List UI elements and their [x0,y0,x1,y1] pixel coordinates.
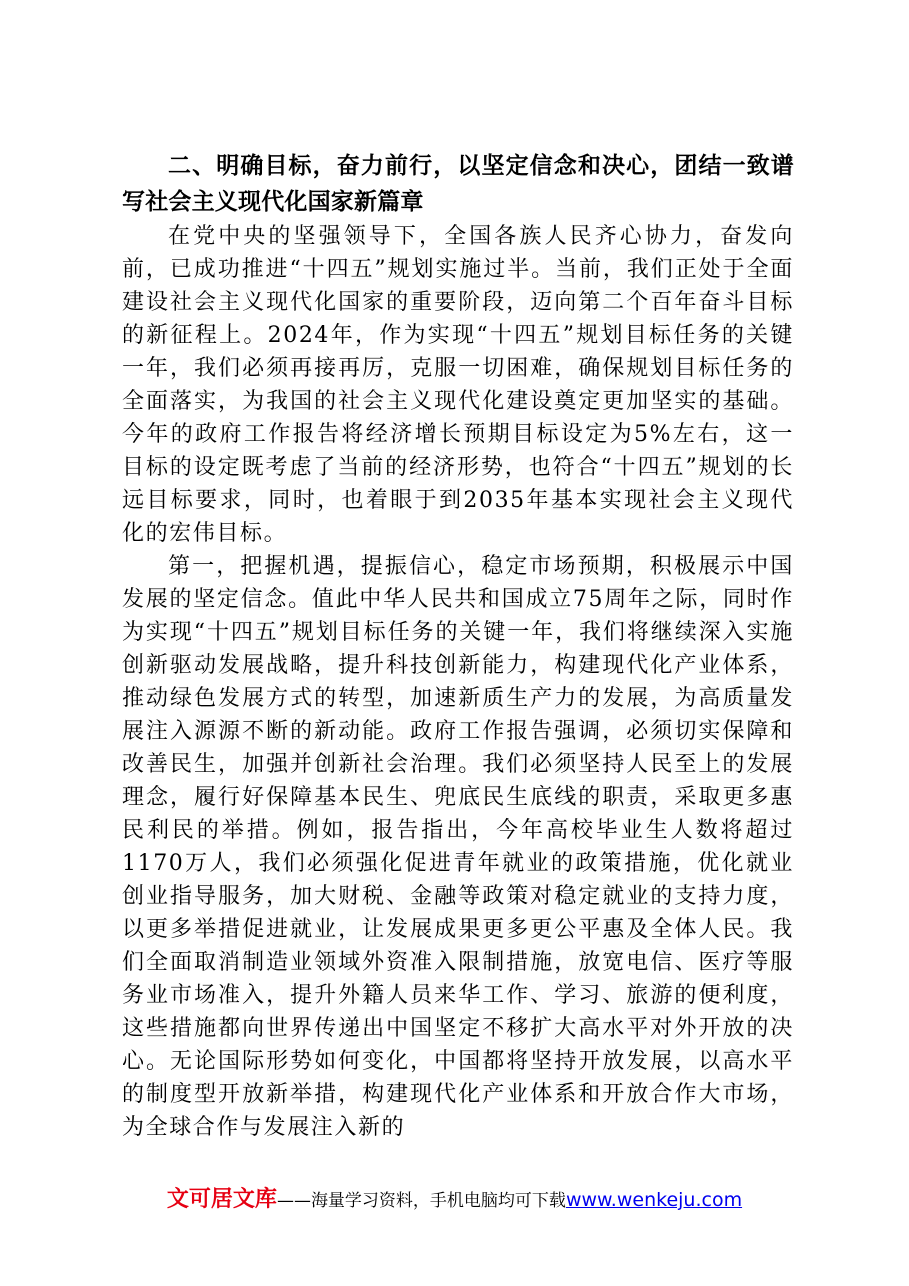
document-body [122,148,794,1144]
footer-slogan: ——海量学习资料，手机电脑均可下载 [276,1191,566,1211]
paragraph-2: 第一，把握机遇，提振信心，稳定市场预期，积极展示中国发展的坚定信念。值此中华人民共和国成立75周年之际，同时作为实现“十四五”规划目标任务的关键一年，我们将继续深入实施创新驱动发展战略，提升科技创新能力，构建现代化产业体系，推动绿色发展方式的转型，加速新质生产力的发展，为高质量发展注入源源不断的新动能。政府工作报告强调，必须切实保障和改善民生，加强并创新社会治理。我们必须坚持人民至上的发展理念，履行好保障基本民生、兜底民生底线的职责，采取更多惠民利民的举措。例如，报告指出，今年高校毕业生人数将超过1170万人，我们必须强化促进青年就业的政策措施，优化就业创业指导服务，加大财税、金融等政策对稳定就业的支持力度，以更多举措促进就业，让发展成果更多更公平惠及全体人民。我们全面取消制造业领域外资准入限制措施，放宽电信、医疗等服务业市场准入，提升外籍人员来华工作、学习、旅游的便利度，这些措施都向世界传递出中国坚定不移扩大高水平对外开放的决心。无论国际形势如何变化，中国都将坚持开放发展，以高水平的制度型开放新举措，构建现代化产业体系和开放合作大市场，为全球合作与发展注入新的 [122,554,794,1140]
footer-website-link[interactable]: www.wenkeju.com [565,1189,743,1211]
footer-brand: 文可居文库 [166,1187,277,1212]
section-heading: 二、明确目标，奋力前行，以坚定信念和决心，团结一致谱写社会主义现代化国家新篇章 [122,153,794,215]
paragraph-1: 在党中央的坚强领导下，全国各族人民齐心协力，奋发向前，已成功推进“十四五”规划实施过半。当前，我们正处于全面建设社会主义现代化国家的重要阶段，迈向第二个百年奋斗目标的新征程上。2024年，作为实现“十四五”规划目标任务的关键一年，我们必须再接再厉，克服一切困难，确保规划目标任务的全面落实，为我国的社会主义现代化建设奠定更加坚实的基础。今年的政府工作报告将经济增长预期目标设定为5%左右，这一目标的设定既考虑了当前的经济形势，也符合“十四五”规划的长远目标要求，同时，也着眼于到2035年基本实现社会主义现代化的宏伟目标。 [122,224,794,546]
page-footer [0,1182,909,1213]
